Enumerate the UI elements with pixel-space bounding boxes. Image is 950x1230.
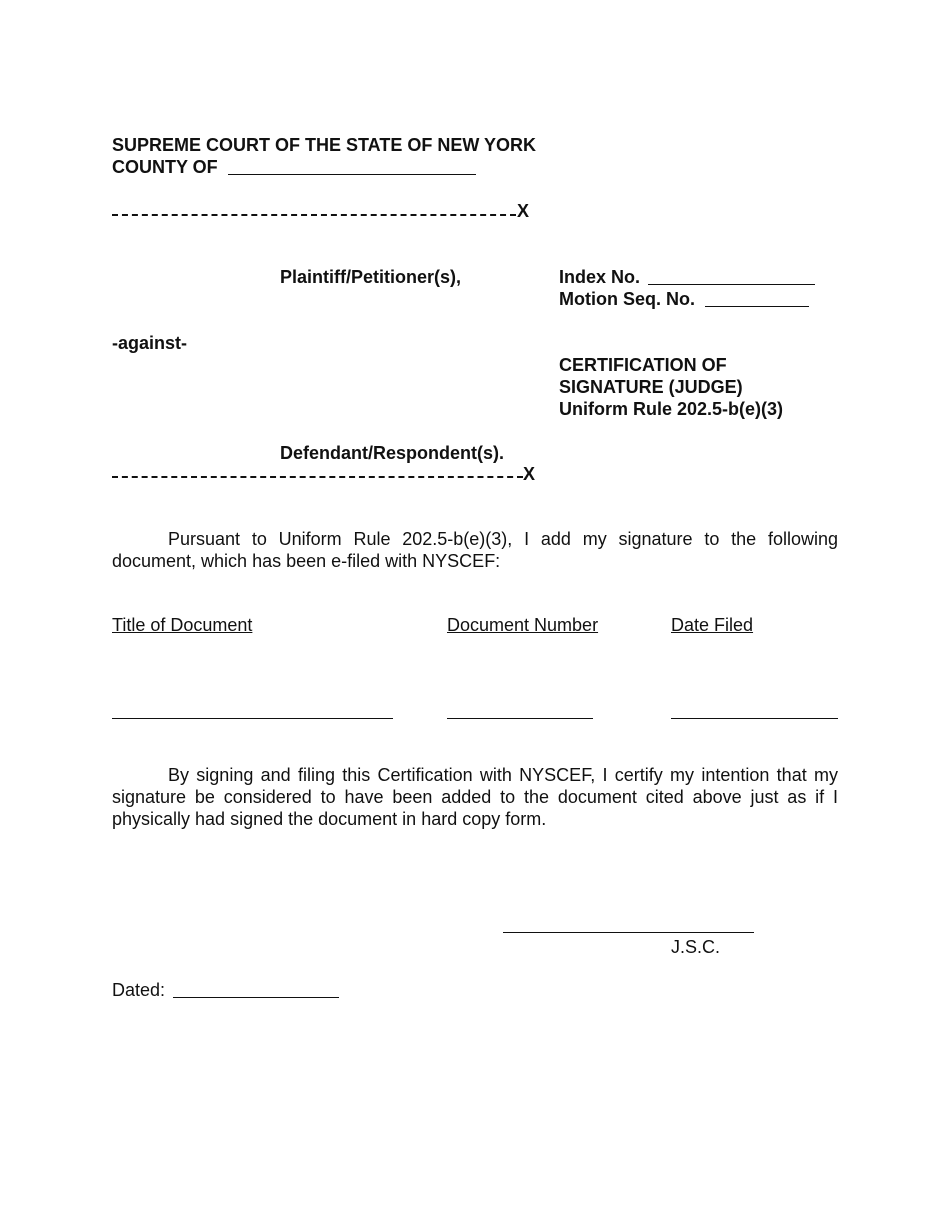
date-filed-header: Date Filed [671,615,754,635]
motion-seq-label: Motion Seq. No. [559,289,695,309]
judge-signature-line[interactable] [503,932,754,933]
date-filed-input-line[interactable] [671,718,838,719]
caption-top-rule-end: X [517,201,530,221]
certification-rule: Uniform Rule 202.5-b(e)(3) [559,399,784,419]
motion-seq-input-line[interactable] [705,306,809,307]
county-input-line[interactable] [228,174,476,175]
dated-label: Dated: [112,980,166,1000]
county-label: COUNTY OF [112,157,218,177]
certification-paragraph: Pursuant to Uniform Rule 202.5-b(e)(3), I add my signature to the following document, which has been e-filed with NYSCEF: [112,529,838,571]
signature-intent-paragraph: By signing and filing this Certification with NYSCEF, I certify my intention that my signature be considered to have been added to the document cited above just as if I physically had signed the document in hard copy form. [112,765,838,829]
document-number-input-line[interactable] [447,718,593,719]
document-number-header: Document Number [447,615,599,635]
title-of-document-input-line[interactable] [112,718,393,719]
index-number-input-line[interactable] [648,284,815,285]
defendant-label: Defendant/Respondent(s). [280,443,505,463]
court-title: SUPREME COURT OF THE STATE OF NEW YORK [112,135,537,155]
dated-input-line[interactable] [173,997,339,998]
caption-top-rule [112,214,516,216]
against-label: -against- [112,333,188,353]
index-number-label: Index No. [559,267,641,287]
caption-bottom-rule [112,476,523,478]
certification-title-line1: CERTIFICATION OF [559,355,727,375]
title-of-document-header: Title of Document [112,615,253,635]
certification-title-line2: SIGNATURE (JUDGE) [559,377,743,397]
plaintiff-label: Plaintiff/Petitioner(s), [280,267,462,287]
caption-bottom-rule-end: X [523,464,536,484]
jsc-label: J.S.C. [671,937,721,957]
